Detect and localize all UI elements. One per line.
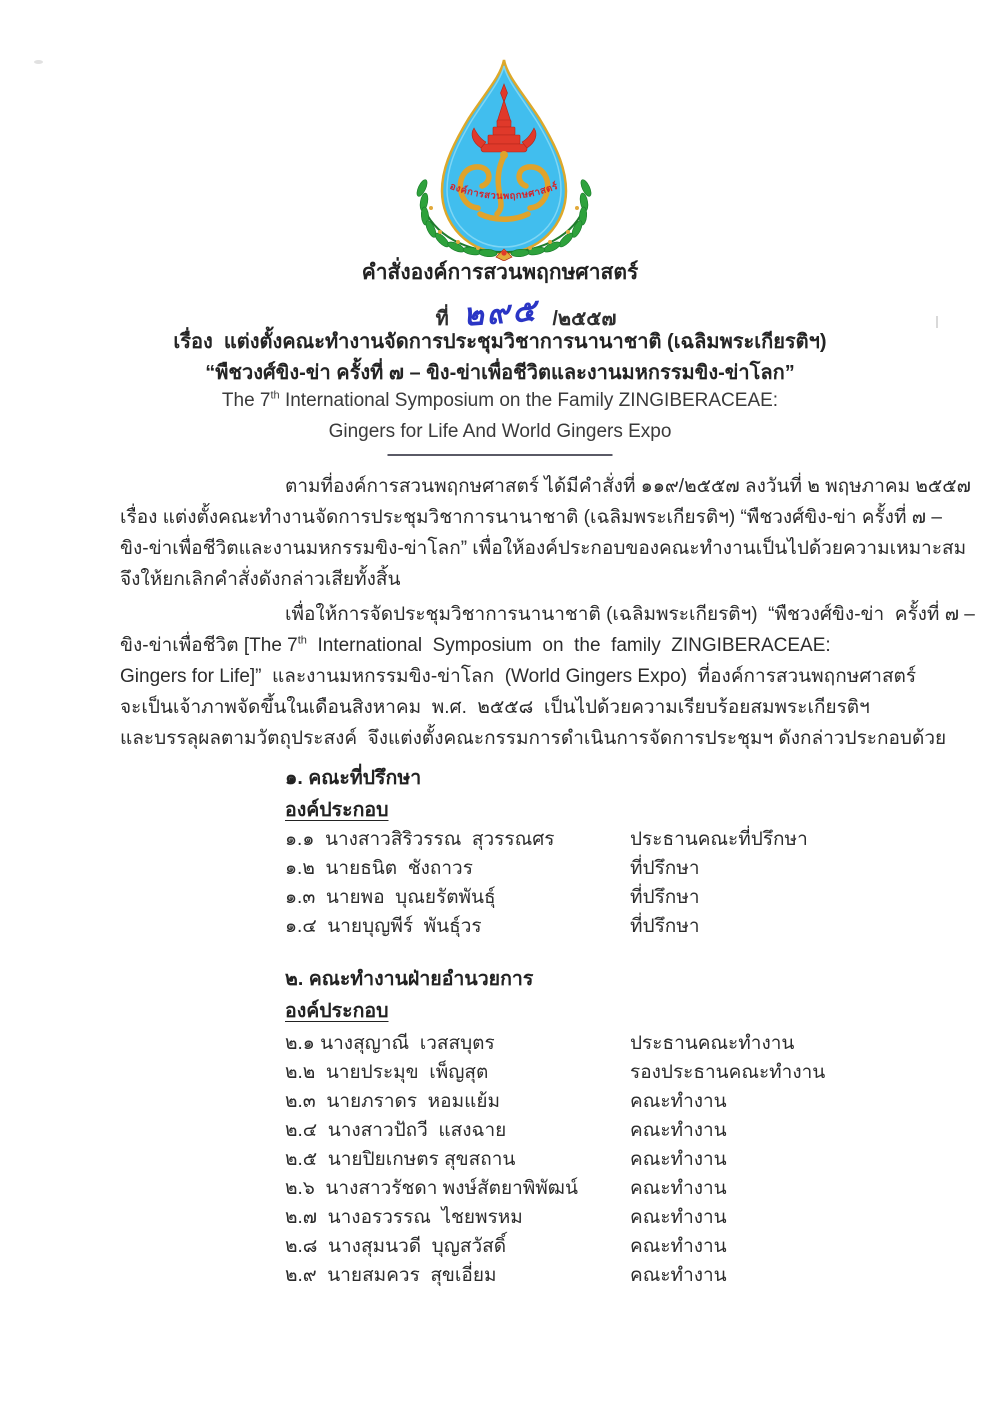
emblem-arc-text: องค์การสวนพฤกษศาสตร์ (448, 180, 560, 203)
member-role: ประธานคณะที่ปรึกษา (630, 829, 808, 850)
member-name: ๒.๖ นางสาวรัชดา พงษ์สัตยาพิพัฒน์ (285, 1178, 578, 1199)
subject-line-1: เรื่อง แต่งตั้งคณะทำงานจัดการประชุมวิชาการนานาชาติ (เฉลิมพระเกียรติฯ) (173, 331, 827, 353)
paragraph-1-line: เรื่อง แต่งตั้งคณะทำงานจัดการประชุมวิชาการนานาชาติ (เฉลิมพระเกียรติฯ) “พืชวงศ์ขิง-ข่า ครั้งที่ ๗ – (120, 507, 942, 528)
paragraph-2-line: และบรรลุผลตามวัตถุประสงค์ จึงแต่งตั้งคณะกรรมการดำเนินการจัดการประชุมฯ ดังกล่าวประกอบด้วย (120, 728, 947, 749)
section-1-subheading: องค์ประกอบ (285, 799, 389, 821)
member-role: ที่ปรึกษา (630, 916, 700, 937)
member-name: ๑.๓ นายพอ บุณยรัตพันธุ์ (285, 887, 496, 908)
paragraph-2-en-sup: th (297, 634, 307, 647)
paragraph-1-line: ตามที่องค์การสวนพฤกษศาสตร์ ได้มีคำสั่งที่ ๑๑๙/๒๕๕๗ ลงวันที่ ๒ พฤษภาคม ๒๕๕๗ (285, 476, 971, 497)
subject-line-2: “พืชวงศ์ขิง-ข่า ครั้งที่ ๗ – ขิง-ข่าเพื่อชีวิตและงานมหกรรมขิง-ข่าโลก” (205, 362, 795, 384)
order-number-year: /๒๕๕๗ (552, 308, 617, 330)
member-role: ที่ปรึกษา (630, 858, 700, 879)
order-number-handwritten: ๒๙๕ (461, 292, 540, 333)
section-1-heading: ๑. คณะที่ปรึกษา (285, 767, 422, 789)
paragraph-1-line: จึงให้ยกเลิกคำสั่งดังกล่าวเสียทั้งสิ้น (120, 569, 401, 590)
member-name: ๒.๑ นางสุญาณี เวสสบุตร (285, 1033, 495, 1054)
member-name: ๑.๒ นายธนิต ชังถาวร (285, 858, 473, 879)
paragraph-2 (120, 599, 975, 754)
member-row (285, 1144, 905, 1173)
paragraph-2-en-pre: ขิง-ข่าเพื่อชีวิต [The 7 (120, 635, 298, 656)
scan-artifact (34, 60, 43, 64)
member-role: คณะทำงาน (630, 1207, 727, 1228)
member-role: คณะทำงาน (630, 1265, 727, 1286)
member-name: ๒.๗ นางอรวรรณ ไชยพรหม (285, 1207, 523, 1228)
member-name: ๑.๑ นางสาวสิริวรรณ สุวรรณศร (285, 829, 555, 850)
english-title-line-1 (0, 390, 1000, 412)
member-row (285, 1115, 905, 1144)
paragraph-2-line: เพื่อให้การจัดประชุมวิชาการนานาชาติ (เฉลิมพระเกียรติฯ) “พืชวงศ์ขิง-ข่า ครั้งที่ ๗ – (285, 604, 975, 625)
english-title-post: International Symposium on the Family ZINGIBERACEAE: (279, 390, 779, 411)
member-row (285, 824, 905, 853)
member-name: ๒.๘ นางสุมนวดี บุญสวัสดิ์ (285, 1236, 507, 1257)
english-title-line-2: Gingers for Life And World Gingers Expo (328, 421, 672, 442)
paragraph-1 (120, 471, 971, 595)
member-row (285, 1231, 905, 1260)
member-role: คณะทำงาน (630, 1178, 727, 1199)
scan-artifact (936, 316, 938, 328)
paragraph-2-line (120, 630, 890, 661)
member-role: คณะทำงาน (630, 1149, 727, 1170)
member-row (285, 882, 905, 911)
section-2-heading: ๒. คณะทำงานฝ่ายอำนวยการ (285, 968, 534, 990)
member-name: ๒.๓ นายภราดร หอมแย้ม (285, 1091, 501, 1112)
member-role: ประธานคณะทำงาน (630, 1033, 795, 1054)
paragraph-2-line: Gingers for Life]” และงานมหกรรมขิง-ข่าโลก (World Gingers Expo) ที่องค์การสวนพฤกษศาสตร์ (120, 666, 917, 687)
paragraph-2-line: จะเป็นเจ้าภาพจัดขึ้นในเดือนสิงหาคม พ.ศ. ๒๕๕๘ เป็นไปด้วยความเรียบร้อยสมพระเกียรติฯ (120, 697, 870, 718)
member-row (285, 911, 905, 940)
member-row (285, 1260, 905, 1289)
member-role: คณะทำงาน (630, 1120, 727, 1141)
order-number-prefix: ที่ (435, 308, 449, 330)
paragraph-1-line: ขิง-ข่าเพื่อชีวิตและงานมหกรรมขิง-ข่าโลก” เพื่อให้องค์ประกอบของคณะทำงานเป็นไปด้วยความเหมาะสม (120, 538, 967, 559)
english-title-sup: th (270, 389, 280, 402)
member-row (285, 1202, 905, 1231)
org-emblem (398, 56, 610, 261)
english-title-pre: The 7 (221, 390, 271, 411)
member-role: รองประธานคณะทำงาน (630, 1062, 826, 1083)
section-2-subheading: องค์ประกอบ (285, 1000, 389, 1022)
member-name: ๒.๒ นายประมุข เพ็ญสุต (285, 1062, 489, 1083)
member-role: คณะทำงาน (630, 1236, 727, 1257)
member-name: ๒.๕ นายปิยเกษตร สุขสถาน (285, 1149, 516, 1170)
member-role: คณะทำงาน (630, 1091, 727, 1112)
member-row (285, 1173, 905, 1202)
org-emblem-graphic (398, 56, 610, 261)
document-title: คำสั่งองค์การสวนพฤกษศาสตร์ (361, 261, 639, 284)
section-2-members (285, 1028, 905, 1289)
title-divider (388, 454, 613, 456)
section-1-members (285, 824, 905, 940)
member-role: ที่ปรึกษา (630, 887, 700, 908)
paragraph-2-en-post: International Symposium on the family ZINGIBERACEAE: (306, 635, 831, 656)
member-row (285, 1086, 905, 1115)
member-name: ๒.๙ นายสมควร สุขเอี่ยม (285, 1265, 497, 1286)
member-row (285, 853, 905, 882)
member-row (285, 1057, 905, 1086)
member-name: ๒.๔ นางสาวปัถวี แสงฉาย (285, 1120, 507, 1141)
member-name: ๑.๔ นายบุญพีร์ พันธุ์วร (285, 916, 482, 937)
member-row (285, 1028, 905, 1057)
